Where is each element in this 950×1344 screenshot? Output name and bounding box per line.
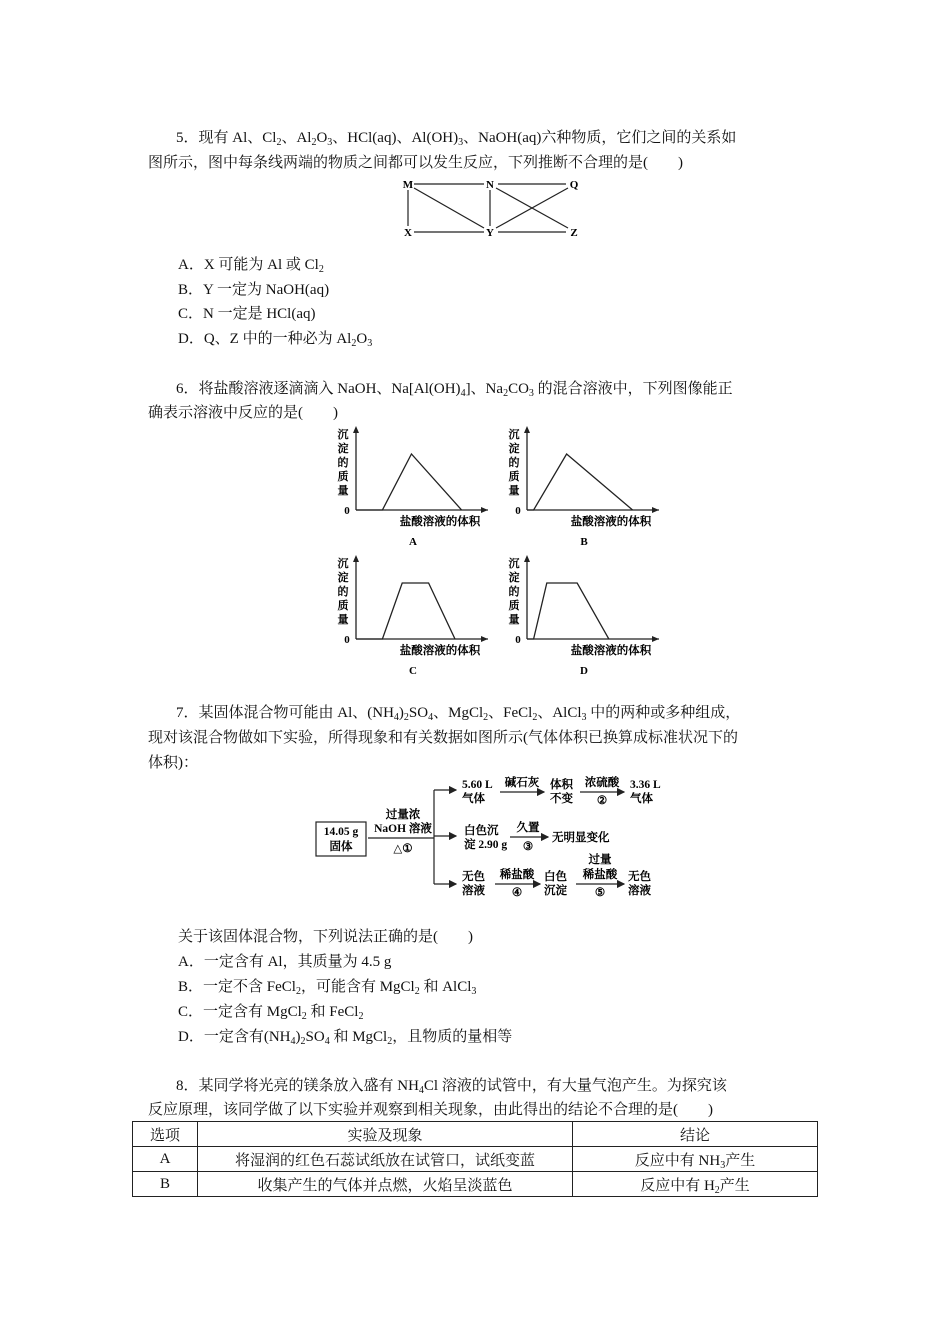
q7-option-d[interactable]: D．一定含有$(NH_4)_2SO_4$ 和 MgCl$_2$，且物质的量相等 bbox=[178, 1029, 513, 1047]
y-axis-label-char: 的 bbox=[508, 586, 520, 598]
y-axis-label-char: 量 bbox=[337, 614, 349, 626]
q8-stem: 8．某同学将光亮的镁条放入盛有 $NH_4Cl$ 溶液的试管中，有大量气泡产生。为探究该 bbox=[176, 1078, 727, 1096]
x-axis-label: 盐酸溶液的体积 bbox=[399, 645, 481, 657]
y-axis-arrow bbox=[524, 555, 530, 562]
step-2: ② bbox=[596, 795, 608, 807]
excess-label: 过量 bbox=[588, 854, 612, 866]
q6-graph-b[interactable] bbox=[505, 424, 665, 552]
row-option: B bbox=[133, 1172, 198, 1197]
graph-letter: B bbox=[580, 536, 588, 548]
gas2-amount: 3.36 L bbox=[630, 779, 661, 791]
y-axis-arrow bbox=[524, 426, 530, 433]
y-axis-label-char: 量 bbox=[508, 485, 520, 497]
y-axis-label-char: 质 bbox=[337, 600, 349, 612]
solution-label-2: 溶液 bbox=[628, 885, 651, 897]
node-z: Z bbox=[570, 227, 578, 239]
y-axis-label-char: 淀 bbox=[337, 572, 349, 584]
reagent-2: NaOH 溶液 bbox=[374, 823, 432, 835]
colorless-label-2: 无色 bbox=[628, 871, 651, 883]
gas-amount: 5.60 L bbox=[462, 779, 493, 791]
header-conclusion: 结论 bbox=[573, 1122, 818, 1147]
q6-stem: 6．将盐酸溶液逐滴滴入 NaOH、$Na[Al(OH)_4]$、$Na_2CO_3$ 的混合溶液中，下列图像能正 bbox=[176, 381, 733, 399]
y-axis-label-char: 的 bbox=[337, 586, 349, 598]
q7-option-b[interactable]: B．一定不含 FeCl$_2$，可能含有 MgCl$_2$ 和 AlCl$_3$ bbox=[178, 979, 477, 997]
unchanged-label: 不变 bbox=[550, 793, 573, 805]
row-experiment: 将湿润的红色石蕊试纸放在试管口，试纸变蓝 bbox=[198, 1147, 573, 1172]
y-axis-label-char: 的 bbox=[337, 457, 349, 469]
step-3: ③ bbox=[522, 841, 534, 853]
q5-diagram bbox=[398, 176, 584, 242]
q5-option-b[interactable]: B．Y 一定为 NaOH(aq) bbox=[178, 282, 330, 298]
y-axis-label-char: 质 bbox=[508, 471, 520, 483]
solid-mass: 14.05 g bbox=[323, 826, 359, 838]
precipitate-line1: 白色沉 bbox=[464, 825, 499, 837]
q7-stem: 7．某固体混合物可能由 Al、$(NH_4)_2SO_4$、MgCl$_2$、FeCl$_2$、AlCl$_3$ 中的两种或多种组成， bbox=[176, 705, 741, 723]
header-option: 选项 bbox=[133, 1122, 198, 1147]
row-option: A bbox=[133, 1147, 198, 1172]
y-axis-arrow bbox=[353, 426, 359, 433]
q5-option-c[interactable]: C．N 一定是 HCl(aq) bbox=[178, 306, 316, 322]
y-axis-label-char: 淀 bbox=[508, 443, 520, 455]
x-axis-label: 盐酸溶液的体积 bbox=[399, 516, 481, 528]
solid-label: 固体 bbox=[329, 841, 353, 853]
q5-option-a[interactable]: A．X 可能为 Al 或 $Cl_2$ bbox=[178, 257, 324, 275]
q7-stem-line3: 体积)： bbox=[148, 755, 198, 771]
row-conclusion: 反应中有 $NH_3$产生 bbox=[573, 1147, 818, 1172]
stand-label: 久置 bbox=[516, 822, 540, 834]
graph-letter: C bbox=[409, 665, 417, 677]
y-axis-label-char: 沉 bbox=[337, 429, 349, 441]
volume-label: 体积 bbox=[550, 779, 573, 791]
y-axis-label-char: 沉 bbox=[508, 429, 520, 441]
origin-label: 0 bbox=[344, 505, 350, 517]
step-4: ④ bbox=[511, 887, 523, 899]
y-axis-label-char: 沉 bbox=[337, 558, 349, 570]
soda-lime: 碱石灰 bbox=[504, 777, 540, 789]
q6-graph-d[interactable] bbox=[505, 553, 665, 681]
conc-h2so4: 浓硫酸 bbox=[584, 777, 620, 789]
row-experiment: 收集产生的气体并点燃，火焰呈淡蓝色 bbox=[198, 1172, 573, 1197]
q7-option-c[interactable]: C．一定含有 MgCl$_2$ 和 FeCl$_2$ bbox=[178, 1004, 364, 1022]
table-header-row bbox=[133, 1122, 818, 1147]
white-label: 白色 bbox=[544, 871, 567, 883]
q7-option-a[interactable]: A．一定含有 Al，其质量为 4.5 g bbox=[178, 954, 392, 970]
data-curve bbox=[356, 454, 462, 510]
graph-letter: A bbox=[409, 536, 417, 548]
y-axis-label-char: 淀 bbox=[508, 572, 520, 584]
table-row[interactable] bbox=[133, 1172, 818, 1197]
y-axis-arrow bbox=[353, 555, 359, 562]
precip-label: 沉淀 bbox=[544, 885, 567, 897]
q6-graph-a[interactable] bbox=[334, 424, 494, 552]
x-axis-arrow bbox=[481, 636, 488, 642]
q8-table bbox=[132, 1121, 818, 1197]
step-1: △① bbox=[393, 843, 413, 855]
solution-label: 溶液 bbox=[462, 885, 485, 897]
table-row[interactable] bbox=[133, 1147, 818, 1172]
origin-label: 0 bbox=[515, 634, 521, 646]
q7-stem-line2: 现对该混合物做如下实验，所得现象和有关数据如图所示(气体体积已换算成标准状况下的 bbox=[148, 730, 738, 746]
q5-stem-line2: 图所示，图中每条线两端的物质之间都可以发生反应，下列推断不合理的是( ) bbox=[148, 155, 683, 171]
colorless-label: 无色 bbox=[462, 871, 485, 883]
q6-stem-line2: 确表示溶液中反应的是( ) bbox=[148, 405, 338, 421]
precipitate-line2: 淀 2.90 g bbox=[464, 839, 508, 851]
gas-label: 气体 bbox=[462, 793, 485, 805]
y-axis-label-char: 的 bbox=[508, 457, 520, 469]
y-axis-label-char: 沉 bbox=[508, 558, 520, 570]
dilute-hcl: 稀盐酸 bbox=[499, 869, 535, 881]
origin-label: 0 bbox=[515, 505, 521, 517]
node-y: Y bbox=[486, 227, 494, 239]
origin-label: 0 bbox=[344, 634, 350, 646]
no-change-label: 无明显变化 bbox=[552, 832, 610, 844]
gas2-label: 气体 bbox=[630, 793, 653, 805]
q5-option-d[interactable]: D．Q、Z 中的一种必为 $Al_2O_3$ bbox=[178, 331, 373, 349]
node-m: M bbox=[402, 179, 414, 191]
x-axis-arrow bbox=[652, 636, 659, 642]
q6-graph-c[interactable] bbox=[334, 553, 494, 681]
y-axis-label-char: 量 bbox=[337, 485, 349, 497]
y-axis-label-char: 淀 bbox=[337, 443, 349, 455]
q8-stem-line2: 反应原理，该同学做了以下实验并观察到相关现象，由此得出的结论不合理的是( ) bbox=[148, 1102, 713, 1118]
x-axis-arrow bbox=[652, 507, 659, 513]
data-curve bbox=[356, 583, 455, 639]
y-axis-label-char: 质 bbox=[337, 471, 349, 483]
dilute-hcl-2: 稀盐酸 bbox=[582, 869, 618, 881]
data-curve bbox=[527, 454, 633, 510]
y-axis-label-char: 量 bbox=[508, 614, 520, 626]
step-5: ⑤ bbox=[594, 887, 606, 899]
reagent-1: 过量浓 bbox=[385, 809, 421, 821]
y-axis-label-char: 质 bbox=[508, 600, 520, 612]
node-n: N bbox=[486, 179, 494, 191]
x-axis-arrow bbox=[481, 507, 488, 513]
q5-stem: 5．现有 Al、$Cl_2$、$Al_2O_3$、HCl(aq)、$Al(OH)_3$、NaOH(aq)六种物质，它们之间的关系如 bbox=[176, 130, 737, 148]
q7-question: 关于该固体混合物，下列说法正确的是( ) bbox=[178, 929, 473, 945]
x-axis-label: 盐酸溶液的体积 bbox=[570, 516, 652, 528]
header-experiment: 实验及现象 bbox=[198, 1122, 573, 1147]
data-curve bbox=[527, 583, 609, 639]
x-axis-label: 盐酸溶液的体积 bbox=[570, 645, 652, 657]
q7-flowchart bbox=[312, 776, 672, 900]
graph-letter: D bbox=[580, 665, 588, 677]
node-x: X bbox=[404, 227, 412, 239]
node-q: Q bbox=[569, 179, 579, 191]
row-conclusion: 反应中有 $H_2$产生 bbox=[573, 1172, 818, 1197]
